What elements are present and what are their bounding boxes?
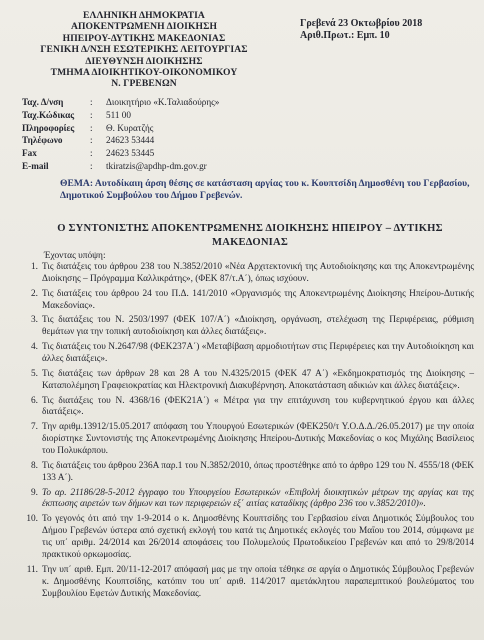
contact-row: E-mail : tkiratzis@apdhp-dm.gov.gr	[22, 160, 322, 173]
list-item	[20, 488, 474, 512]
item-text: Την υπ΄ αριθ. Εμπ. 20/11-12-2017 απόφασή μας με την οποία τέθηκε σε αργία ο Δημοτικός Σύμβουλος Γρεβενών κ. Δημοσθένης Κουπτσίδης, κατόπιν του υπ΄ αριθ. 114/2017 αμετάκλητου παραπεμπτικού βουλεύματος του Συμβουλίου Εφετών Δυτικής Μακεδονίας.	[42, 564, 474, 599]
decision-title: Ο ΣΥΝΤΟΝΙΣΤΗΣ ΑΠΟΚΕΝΤΡΩΜΕΝΗΣ ΔΙΟΙΚΗΣΗΣ ΗΠΕΙΡΟΥ – ΔΥΤΙΚΗΣ ΜΑΚΕΔΟΝΙΑΣ	[57, 223, 443, 248]
item-number: 11.	[26, 564, 38, 575]
item-number: 8.	[31, 460, 38, 471]
list-item	[20, 422, 474, 458]
item-text: Τις διατάξεις του άρθρου 24 του Π.Δ. 141/2010 «Οργανισμός της Αποκεντρωμένης Διοίκησης Ηπείρου-Δυτικής Μακεδονίας».	[42, 288, 474, 311]
having-regard-heading: Έχοντας υπόψη:	[44, 251, 106, 261]
list-item	[20, 565, 474, 601]
contact-label: Πληροφορίες	[22, 122, 75, 133]
contact-value: 24623 53444	[106, 135, 155, 146]
contact-row: Ταχ. Δ/νση : Διοικητήριο «Κ.Ταλιαδούρης»	[22, 96, 322, 109]
list-item	[20, 396, 474, 420]
contact-label: Ταχ. Δ/νση	[22, 97, 64, 107]
item-number: 5.	[31, 368, 38, 379]
email-value: tkiratzis@apdhp-dm.gov.gr	[106, 160, 207, 171]
item-number: 6.	[31, 395, 38, 406]
date-protocol-block	[300, 18, 480, 42]
contact-value: 511 00	[106, 109, 131, 120]
header-line: ΕΛΛΗΝΙΚΗ ΔΗΜΟΚΡΑΤΙΑ	[83, 10, 205, 21]
list-item	[20, 461, 474, 485]
list-item	[20, 289, 474, 313]
contact-row: Ταχ.Κώδικας : 511 00	[22, 109, 322, 122]
header-line: Ν. ΓΡΕΒΕΝΩΝ	[111, 78, 177, 90]
list-item	[20, 262, 474, 286]
header-line: ΗΠΕΙΡΟΥ-ΔΥΤΙΚΗΣ ΜΑΚΕΔΟΝΙΑΣ	[62, 32, 226, 44]
item-text: Το γεγονός ότι από την 1-9-2014 ο κ. Δημοσθένης Κουπτσίδης του Γερβασίου είναι Δημοτικός Σύμβουλος του Δήμου Γρεβενών ύστερα από σχετική εκλογή του κατά τις Δημοτικές εκλογές του Μαΐου του 2014, σύμφωνα με τις υπ΄ αριθμ. 24/2014 και 26/2014 αποφάσεις του Πολυμελούς Πρωτοδικείου Γρεβενών και από το 29/8/2014 πρακτικού ορκωμοσίας.	[42, 514, 474, 560]
item-number: 1.	[31, 262, 38, 272]
item-text: Τις διατάξεις του Ν. 2503/1997 (ΦΕΚ 107/Α΄) «Διοίκηση, οργάνωση, στελέχωση της Περιφέρειας, ρύθμιση θεμάτων για την τοπική αυτοδιοίκηση και άλλες διατάξεις».	[42, 315, 474, 338]
protocol-number: Αριθ.Πρωτ.: Εμπ. 10	[300, 30, 390, 41]
item-text: Το αρ. 21186/28-5-2012 έγγραφο του Υπουργείου Εσωτερικών «Επιβολή διοικητικών μέτρων της αργίας και της έκπτωσης αιρετών των δήμων και των περιφερειών εξ΄ αιτίας καταδίκης (άρθρο 236 του ν.3852/2010)».	[42, 487, 474, 510]
item-text: Τις διατάξεις των άρθρων 28 και 28 Α του Ν.4325/2015 (ΦΕΚ 47 Α΄) «Εκδημοκρατισμός της Διοίκησης – Καταπολέμηση Γραφειοκρατίας και Ηλεκτρονική Διακυβέρνηση. Αποκατάσταση αδικιών και άλλες διατάξεις».	[42, 368, 474, 391]
item-number: 9.	[31, 487, 38, 498]
header-line: ΔΙΕΥΘΥΝΣΗ ΔΙΟΙΚΗΣΗΣ	[85, 55, 203, 67]
list-item	[20, 315, 474, 339]
issuing-authority-header	[14, 10, 274, 90]
header-line: ΑΠΟΚΕΝΤΡΩΜΕΝΗ ΔΙΟΙΚΗΣΗ	[70, 21, 218, 33]
item-number: 10.	[26, 514, 38, 525]
contact-value: Διοικητήριο «Κ.Ταλιαδούρης»	[106, 97, 220, 107]
contact-row: Πληροφορίες : Θ. Κυρατζής	[22, 122, 322, 135]
item-text: Τις διατάξεις του άρθρου 238 του Ν.3852/2010 «Νέα Αρχιτεκτονική της Αυτοδιοίκησης και της Αποκεντρωμένης Διοίκησης – Πρόγραμμα Καλλικράτης», (ΦΕΚ 87/τ.Α΄), όπως ισχύουν.	[42, 262, 474, 284]
list-item	[20, 514, 474, 562]
item-text: Τις διατάξεις του Ν.2647/98 (ΦΕΚ237Α΄) «Μεταβίβαση αρμοδιοτήτων στις Περιφέρειες και την Αυτοδιοίκηση και άλλες διατάξεις».	[42, 342, 474, 365]
contact-label: Fax	[22, 148, 37, 159]
item-text: Τις διατάξεις του άρθρου 236Α παρ.1 του Ν.3852/2010, όπως προστέθηκε από το άρθρο 129 του Ν. 4555/18 (ΦΕΚ 133 Α΄).	[42, 460, 474, 483]
item-text: Την αριθμ.13912/15.05.2017 απόφαση του Υπουργού Εσωτερικών (ΦΕΚ250/τ Υ.Ο.Δ.Δ./26.05.2017) με την οποία διορίστηκε Συντονιστής της Αποκεντρωμένης Διοίκησης Ηπείρου-Δυτικής Μακεδονίας ο κος Μιχάλης Βασίλειος του Πολυκάρπου.	[42, 422, 474, 457]
contact-row: Fax : 24623 53445	[22, 147, 322, 160]
contact-label: Τηλέφωνο	[22, 135, 63, 146]
item-number: 7.	[31, 422, 38, 433]
item-number: 4.	[31, 342, 38, 353]
contact-value: 24623 53445	[106, 148, 155, 159]
list-item	[20, 342, 474, 366]
header-line: ΓΕΝΙΚΗ Δ/ΝΣΗ ΕΣΩΤΕΡΙΚΗΣ ΛΕΙΤΟΥΡΓΙΑΣ	[40, 44, 248, 56]
item-number: 2.	[31, 288, 38, 299]
contact-row: Τηλέφωνο : 24623 53444	[22, 134, 322, 147]
contact-details	[22, 96, 322, 173]
document-date: Γρεβενά 23 Οκτωβρίου 2018	[300, 18, 423, 29]
subject-line: ΘΕΜΑ: Αυτοδίκαιη άρση θέσης σε κατάσταση αργίας του κ. Κουπτσίδη Δημοσθένη του Γερβασίου, Δημοτικού Συμβούλου του Δήμου Γρεβενών.	[60, 178, 470, 201]
header-line: ΤΜΗΜΑ ΔΙΟΙΚΗΤΙΚΟΥ-ΟΙΚΟΝΟΜΙΚΟΥ	[50, 67, 238, 79]
contact-label: Ταχ.Κώδικας	[22, 109, 75, 120]
item-number: 3.	[31, 315, 38, 326]
list-item	[20, 369, 474, 393]
contact-value: Θ. Κυρατζής	[106, 122, 154, 133]
contact-label: E-mail	[22, 160, 49, 171]
item-text: Τις διατάξεις του Ν. 4368/16 (ΦΕΚ21Α΄) « Μέτρα για την επιτάχυνση του κυβερνητικού έργου και άλλες διατάξεις».	[42, 395, 474, 418]
legal-basis-list	[20, 262, 474, 603]
